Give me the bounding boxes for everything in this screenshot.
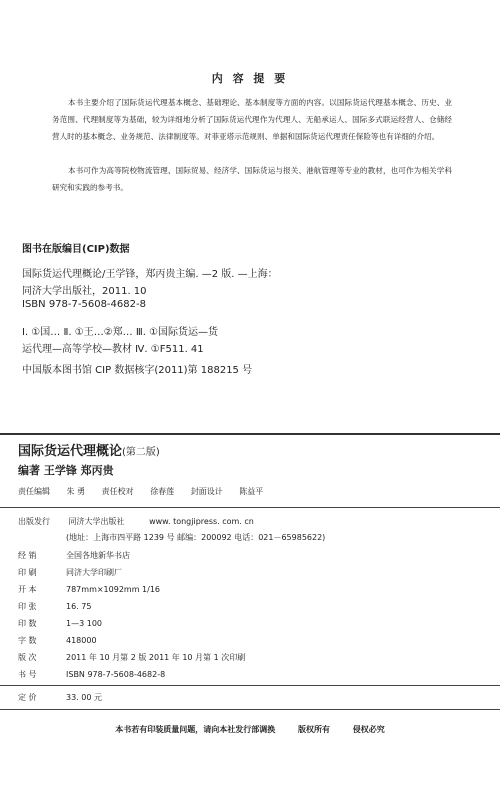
divider-price-bottom: [0, 709, 500, 710]
detail-value: 787mm×1092mm 1/16: [66, 585, 161, 594]
price-value: 33. 00 元: [66, 693, 102, 702]
detail-value: 1—3 100: [66, 619, 102, 628]
detail-label: 开 本: [18, 585, 37, 594]
detail-value: 16. 75: [66, 602, 92, 611]
detail-row: [18, 584, 160, 595]
detail-label: 印 张: [18, 602, 37, 611]
proof-name: 徐春莲: [150, 487, 175, 496]
publisher-label: 出版发行: [18, 517, 50, 526]
detail-label: 书 号: [18, 670, 37, 679]
price-row: [18, 692, 102, 703]
summary-paragraph-1: 本书主要介绍了国际货运代理基本概念、基础理论、基本制度等方面的内容。以国际货运代理基本概念、历史、业务范围、代理制度等为基础，较为详细地分析了国际货运代理作为代理人、无船承运人、国际多式联运经营人、仓储经营人时的基本概念、业务规范、法律制度等。对菲亚塔示范规则、单据和国际货运代理责任保险等也有详细的介绍。: [52, 98, 452, 141]
cip-line-5: 运代理—高等学校—教材 Ⅳ. ①F511. 41: [22, 344, 204, 355]
cip-line-6: 中国版本图书馆 CIP 数据核字(2011)第 188215 号: [22, 365, 253, 376]
detail-label: 经 销: [18, 551, 37, 560]
footer-notice-row: [0, 724, 500, 735]
detail-row: [18, 652, 245, 663]
book-authors: 编著 王学锋 郑丙贵: [18, 464, 114, 477]
detail-value: 418000: [66, 636, 97, 645]
cip-line-1: 国际货运代理概论/王学锋，郑丙贵主编. —2 版. —上海：: [22, 269, 278, 280]
publisher-name: 同济大学出版社: [68, 517, 125, 526]
cip-line-4: Ⅰ. ①国… Ⅱ. ①王…②郑… Ⅲ. ①国际货运—货: [22, 327, 219, 338]
detail-label: 版 次: [18, 653, 37, 662]
book-title: [18, 440, 160, 459]
editor-label: 责任编辑: [18, 487, 50, 496]
detail-label: 印 数: [18, 619, 37, 628]
cip-heading: 图书在版编目(CIP)数据: [22, 244, 130, 255]
cip-line-2: 同济大学出版社，2011. 10: [22, 286, 147, 297]
publisher-row: [18, 516, 254, 527]
detail-value: 同济大学印刷厂: [66, 568, 122, 577]
divider-price-top: [0, 685, 500, 686]
copyright-notice: 版权所有: [298, 725, 330, 734]
detail-value: 2011 年 10 月第 2 版 2011 年 10 月第 1 次印刷: [66, 653, 246, 662]
book-title-edition: (第二版): [122, 447, 160, 458]
divider-middle: [0, 507, 500, 508]
cover-label: 封面设计: [190, 487, 223, 496]
publisher-url: www. tongjipress. com. cn: [149, 517, 254, 526]
cip-line-3: ISBN 978-7-5608-4682-8: [22, 299, 146, 310]
summary-title: 内 容 提 要: [211, 72, 289, 85]
publisher-address: (地址：上海市四平路 1239 号 邮编：200092 电话：021－65985622): [66, 533, 326, 542]
cover-name: 陈益平: [239, 487, 264, 496]
detail-row: [18, 550, 130, 561]
quality-notice: 本书若有印装质量问题，请向本社发行部调换: [115, 725, 276, 734]
piracy-notice: 侵权必究: [352, 725, 385, 734]
detail-value: ISBN 978-7-5608-4682-8: [66, 670, 166, 679]
detail-label: 印 刷: [18, 568, 37, 577]
detail-row: [18, 601, 91, 612]
editor-name: 朱 勇: [66, 487, 86, 496]
divider-top: [0, 433, 500, 435]
proof-label: 责任校对: [101, 487, 134, 496]
detail-label: 字 数: [18, 636, 37, 645]
summary-paragraph-2: 本书可作为高等院校物流管理、国际贸易、经济学、国际货运与报关、港航管理等专业的教材，也可作为相关学科研究和实践的参考书。: [52, 166, 452, 192]
detail-row: [18, 669, 165, 680]
book-editors: [18, 486, 277, 497]
detail-value: 全国各地新华书店: [66, 551, 130, 560]
detail-row: [18, 567, 122, 578]
detail-row: [18, 618, 102, 629]
detail-row: [18, 635, 97, 646]
book-title-main: 国际货运代理概论: [18, 444, 123, 459]
price-label: 定 价: [18, 693, 37, 702]
